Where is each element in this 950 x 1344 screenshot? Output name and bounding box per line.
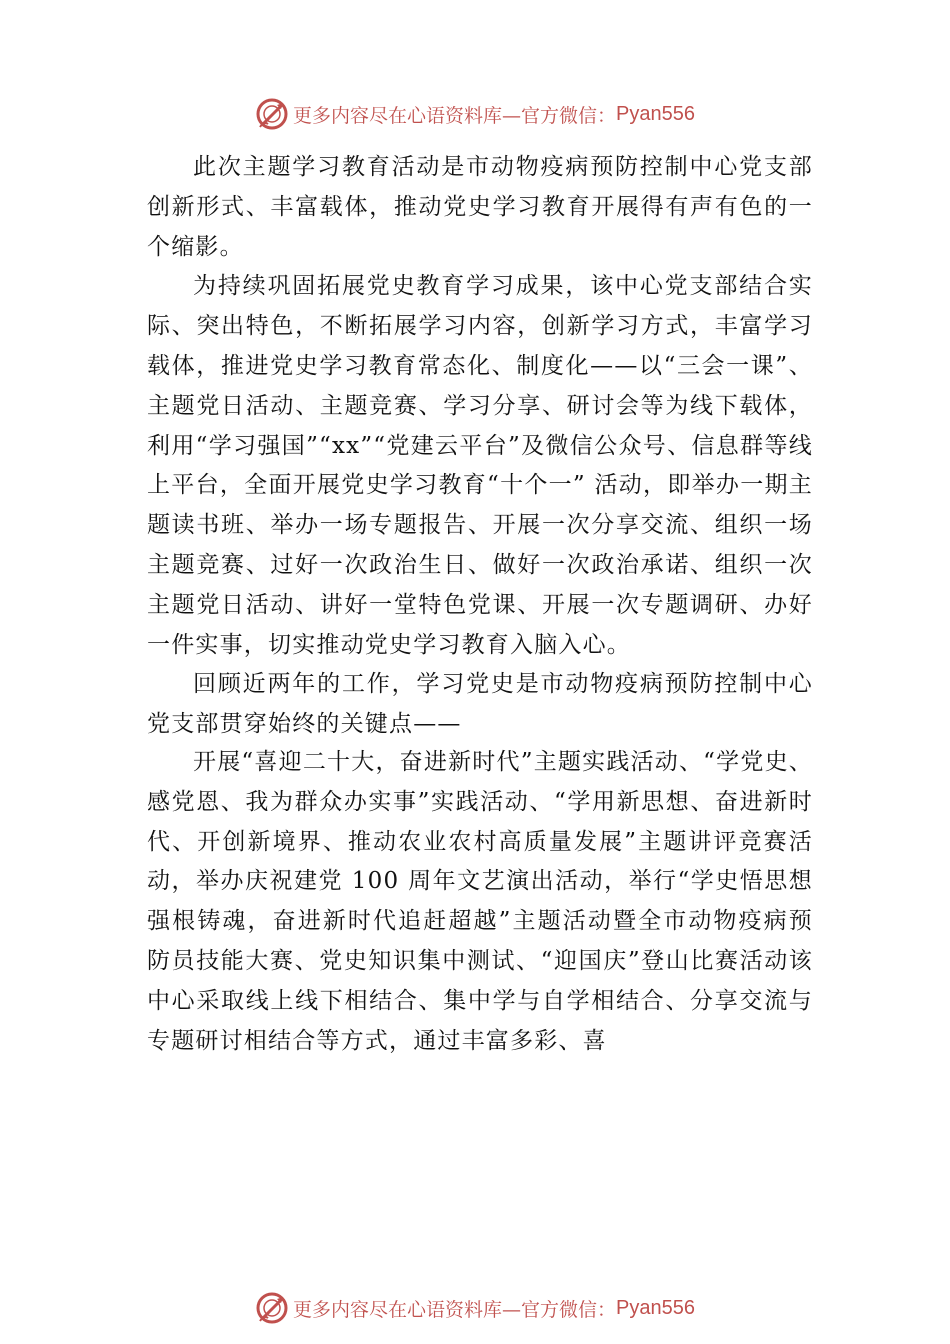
header-banner-text: 更多内容尽在心语资料库—官方微信： — [293, 104, 617, 127]
paragraph-4: 开展“喜迎二十大，奋进新时代”主题实践活动、“学党史、感党恩、我为群众办实事”实践活动、“学用新思想、奋进新时代、开创新境界、推动农业农村高质量发展”主题讲评竞赛活动，举办庆祝建党 100 周年文艺演出活动，举行“学史悟思想强根铸魂，奋进新时代追赶超越”主题活动暨全市动物疫病预防员技能大赛、党史知识集中测试、“迎国庆”登山比赛活动该中心采取线上线下相结合、集中学与自学相结合、分享交流与专题研讨相结合等方式，通过丰富多彩、喜 — [147, 748, 813, 1054]
footer-banner — [0, 1288, 950, 1328]
seal-logo-icon — [255, 97, 289, 131]
paragraph-2: 为持续巩固拓展党史教育学习成果，该中心党支部结合实际、突出特色，不断拓展学习内容，创新学习方式，丰富学习载体，推进党史学习教育常态化、制度化——以“三会一课”、主题党日活动、主题竞赛、学习分享、研讨会等为线下载体，利用“学习强国”“xx”“党建云平台”及微信公众号、信息群等线上平台，全面开展党史学习教育“十个一” 活动，即举办一期主题读书班、举办一场专题报告、开展一次分享交流、组织一场主题竞赛、过好一次政治生日、做好一次政治承诺、组织一次主题党日活动、讲好一堂特色党课、开展一次专题调研、办好一件实事，切实推动党史学习教育入脑入心。 — [147, 273, 813, 658]
header-wechat-id: Pyan556 — [616, 102, 695, 125]
paragraph-3: 回顾近两年的工作，学习党史是市动物疫病预防控制中心党支部贯穿始终的关键点—— — [147, 671, 813, 738]
document-body — [147, 148, 813, 1061]
paragraph-1: 此次主题学习教育活动是市动物疫病预防控制中心党支部创新形式、丰富载体，推动党史学习教育开展得有声有色的一个缩影。 — [147, 154, 813, 260]
header-banner — [0, 94, 950, 134]
footer-banner-text: 更多内容尽在心语资料库—官方微信： — [293, 1298, 617, 1321]
footer-wechat-id: Pyan556 — [616, 1296, 695, 1319]
seal-logo-icon — [255, 1291, 289, 1325]
